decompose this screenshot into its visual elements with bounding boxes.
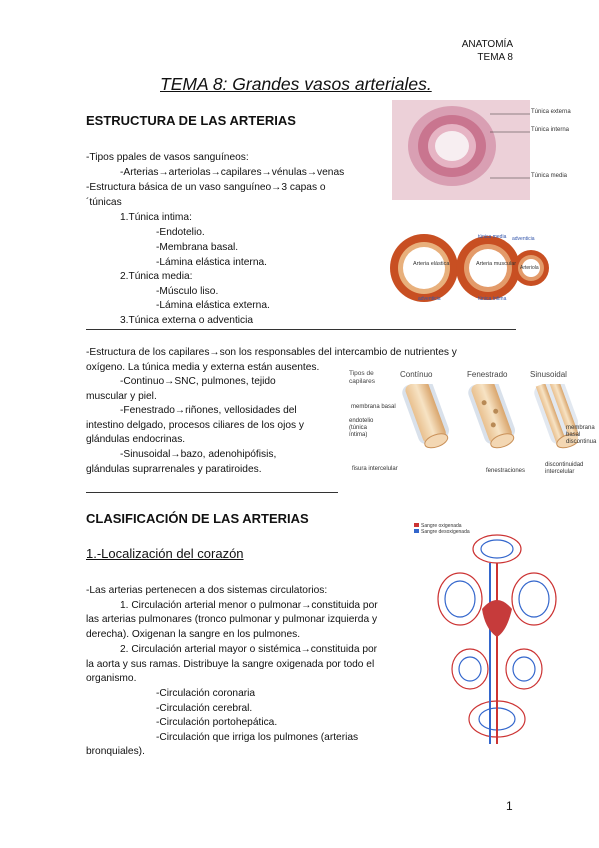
text-line: 1. Circulación arterial menor o pulmonar→constituida por bbox=[120, 600, 378, 611]
label-tunica-media: Túnica media bbox=[531, 173, 568, 179]
text-line: derecha). Oxigenan la sangre en los pulmones. bbox=[86, 629, 301, 640]
fig2-col-sinusoidal: Sinusoidal bbox=[530, 370, 567, 379]
label-membrana-basal-discontinua: membrana basal discontinua bbox=[566, 425, 597, 445]
text-line: 2.Túnica media: bbox=[120, 271, 193, 282]
text-line: 2. Circulación arterial mayor o sistémica→constituida por bbox=[120, 644, 378, 655]
text-line: organismo. bbox=[86, 673, 137, 684]
page-title: TEMA 8: Grandes vasos arteriales. bbox=[160, 74, 432, 94]
page-header bbox=[462, 38, 513, 64]
label-fisura-intercelular: fisura intercelular bbox=[352, 466, 398, 472]
text-line: 3.Túnica externa o adventicia bbox=[120, 315, 254, 326]
text-line: -Circulación coronaria bbox=[156, 688, 256, 699]
page-number: 1 bbox=[506, 799, 513, 813]
label-discontinuidad-intercelular: discontinuidad intercelular bbox=[545, 462, 584, 475]
label-tunica-intima-small: túnica íntima bbox=[478, 296, 507, 302]
label-adventicia-small: adventicia bbox=[512, 236, 535, 242]
leader-lines bbox=[490, 108, 530, 183]
text-line: -Endotelio. bbox=[156, 227, 205, 238]
text-line: muscular y piel. bbox=[86, 391, 157, 402]
text-line: 1.Túnica intima: bbox=[120, 212, 192, 223]
circulatory-system-diagram bbox=[412, 519, 582, 753]
legend bbox=[414, 523, 470, 535]
label-endotelio: endotelio (túnica íntima) bbox=[349, 418, 374, 438]
text-line: -Arterias→arteriolas→capilares→vénulas→venas bbox=[120, 167, 345, 178]
text-line: oxígeno. La túnica media y externa están ausentes. bbox=[86, 362, 320, 373]
text-line: -Lámina elástica externa. bbox=[156, 300, 270, 311]
text-line: -Estructura básica de un vaso sanguíneo→3 capas o bbox=[86, 182, 326, 193]
text-line: las arterias pulmonares (tronco pulmonar y pulmonar izquierda y bbox=[86, 614, 378, 625]
label-tunica-externa: Túnica externa bbox=[531, 109, 571, 115]
label-fenestraciones: fenestraciones bbox=[486, 468, 526, 474]
label-tunica-interna: Túnica interna bbox=[531, 127, 570, 133]
text-line: -Fenestrado→riñones, vellosidades del bbox=[120, 405, 297, 416]
text-line: -Membrana basal. bbox=[156, 242, 239, 253]
text-line: -Circulación portohepática. bbox=[156, 717, 278, 728]
label-membrana-basal: membrana basal bbox=[351, 404, 396, 410]
legend-oxygenated: Sangre oxigenada bbox=[421, 523, 462, 529]
text-line: glándulas endocrinas. bbox=[86, 434, 186, 445]
text-line: bronquiales). bbox=[86, 746, 145, 757]
header-topic: TEMA 8 bbox=[477, 52, 513, 63]
text-line: -Músculo liso. bbox=[156, 286, 219, 297]
capillary-diagram bbox=[378, 384, 578, 468]
text-line: la aorta y sus ramas. Distribuye la sangre oxigenada por todo el bbox=[86, 659, 375, 670]
subheading-location: 1.-Localización del corazón bbox=[86, 546, 244, 561]
text-line: -Circulación que irriga los pulmones (arterias bbox=[156, 732, 359, 743]
section-heading-structure: ESTRUCTURA DE LAS ARTERIAS bbox=[86, 113, 296, 128]
header-subject: ANATOMÍA bbox=[461, 39, 513, 50]
text-line: glándulas suprarrenales y paratiroides. bbox=[86, 464, 262, 475]
divider bbox=[86, 329, 516, 330]
fig2-col-continuo: Contínuo bbox=[400, 370, 433, 379]
text-line: -Lámina elástica interna. bbox=[156, 257, 267, 268]
divider bbox=[86, 492, 338, 493]
text-line: ´túnicas bbox=[86, 197, 122, 208]
text-line: -Circulación cerebral. bbox=[156, 703, 253, 714]
text-line: -Las arterias pertenecen a dos sistemas circulatorios: bbox=[86, 585, 328, 596]
legend-deoxygenated: Sangre desoxigenada bbox=[421, 529, 470, 535]
fig2-col-fenestrado: Fenestrado bbox=[467, 370, 508, 379]
section-heading-classification: CLASIFICACIÓN DE LAS ARTERIAS bbox=[86, 511, 309, 526]
label-adventicia-small-2: adventicia bbox=[418, 296, 441, 302]
label-tunica-media-small: túnica media bbox=[478, 234, 507, 240]
text-line: intestino delgado, procesos ciliares de los ojos y bbox=[86, 420, 305, 431]
text-line: -Estructura de los capilares→son los responsables del intercambio de nutrientes y bbox=[86, 347, 457, 358]
text-line: -Continuo→SNC, pulmones, tejido bbox=[120, 376, 276, 387]
label-arteriole: Arteriola bbox=[520, 265, 539, 271]
label-elastic-artery: Arteria elástica bbox=[413, 261, 450, 267]
fig2-title: Tipos de capilares bbox=[349, 370, 376, 385]
label-muscular-artery: Arteria muscular bbox=[476, 261, 517, 267]
text-line: -Sinusoidal→bazo, adenohipófisis, bbox=[120, 449, 277, 460]
text-line: -Tipos ppales de vasos sanguíneos: bbox=[86, 152, 249, 163]
